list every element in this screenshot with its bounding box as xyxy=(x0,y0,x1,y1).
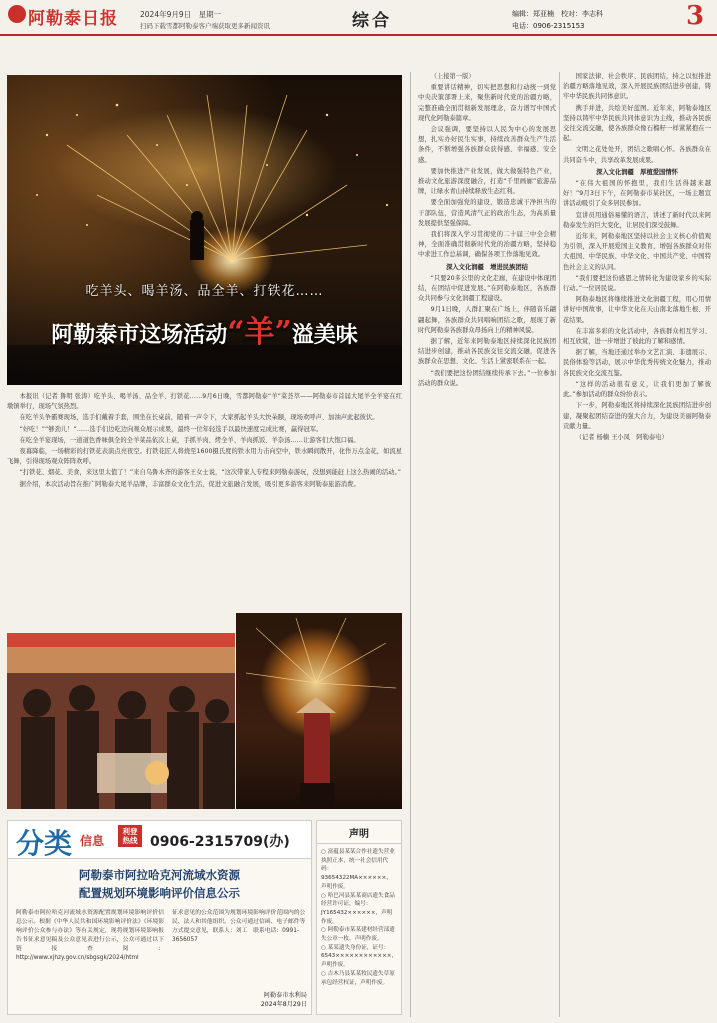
classified-ad xyxy=(7,820,312,1015)
iron-flower-photo xyxy=(236,613,402,809)
newspaper-logo-icon xyxy=(8,5,26,23)
crowd-photo xyxy=(7,633,235,809)
paragraph: （上接第一版） xyxy=(430,73,475,80)
notice-body: ○ 富蕴县某某合作社遗失营业执照正本，统一社会信用代码：93654322MA××××××，声明作废。 ○ 哈巴河县某某商店遗失食品经营许可证，编号：JY165432××××××，声明作废。 ○ 阿勒泰市某某建材经营部遗失公章一枚，声明作废。 ○ 某某遗失身份证，证号：6543××××××××××××，声明作废。 ○ 吉木乃县某某牧民遗失草原承包经营权证，声明作废。 xyxy=(321,849,398,986)
main-article-body xyxy=(7,392,402,628)
headline-part-2: 溢美味 xyxy=(291,322,358,348)
performer-illustration xyxy=(236,613,402,809)
headline xyxy=(7,307,402,351)
paragraph: 宣讲员用通俗易懂的语言，讲述了新时代以来阿勒泰发生的巨大变化，让居民们深受鼓舞。 xyxy=(563,211,711,229)
paragraph: 在丰富多彩的文化活动中，各族群众相互学习、相互欣赏，进一步增进了彼此的了解和感情。 xyxy=(563,327,711,346)
paragraph: 阿勒泰地区将继续推进文化润疆工程，用心用情讲好中国故事，让中华文化在天山南北落地生根、开花结果。 xyxy=(563,296,711,324)
paragraph: 夜幕降临，一场精彩的打铁花表演点亮夜空。打铁花匠人将烧至1600摄氏度的铁水用力击向空中，铁水瞬间散开，化作万点金花，如流星飞舞，引得现场观众阵阵欢呼。 xyxy=(7,448,402,466)
issue-date: 2024年9月9日 星期一 xyxy=(140,10,222,19)
paragraph: 重要讲话精神，切实把思想和行动统一到党中央决策部署上来，聚焦新时代党的治疆方略，完整准确全面贯彻新发展理念，奋力谱写中国式现代化阿勒泰篇章。 xyxy=(418,84,556,122)
paragraph: 会议强调，要坚持以人民为中心的发展思想，扎实办好民生实事，持续改善群众生产生活条件，不断增强各族群众获得感、幸福感、安全感。 xyxy=(418,126,556,164)
editor-credit: 编辑：郑亚楠 校对：李志科 xyxy=(512,10,603,18)
paragraph: “在伟大祖国的怀抱里，我们生活得越来越好！”9月3日下午，在阿勒泰市某社区，一场主题宣讲活动吸引了众多居民参加。 xyxy=(563,180,711,208)
column-divider xyxy=(559,72,560,1017)
classified-title: 阿勒泰市阿拉哈克河流域水资源 xyxy=(79,868,240,882)
classified-info-label: 信息 xyxy=(80,834,105,848)
paragraph: “我们要把这份团结继续传承下去。”一位参加活动的群众说。 xyxy=(418,369,556,387)
paragraph: “好吃！”“够劲儿！”……选手们边吃边向观众展示成果，最终一位年轻选手以最快速度完成比赛，赢得冠军。 xyxy=(19,425,323,433)
paragraph: 文明之花处处开，团结之歌唱心怀。各族群众在共同奋斗中，共享改革发展成果。 xyxy=(563,146,711,164)
paragraph: 9月1日晚，人群汇聚在广场上，伴随音乐翩翩起舞，各族群众共同唱响团结之歌，展现了新时代阿勒泰各族群众昂扬向上的精神风貌。 xyxy=(418,306,556,334)
paragraph: “只要20多公里的文化走廊，在建设中体现团结，在团结中促进发展。”在阿勒泰地区，各族群众共同参与文化润疆工程建设。 xyxy=(418,274,556,303)
classified-phone: 0906-2315709(办) xyxy=(150,834,290,850)
classified-signature: 阿勒泰市水利局 2024年8月29日 xyxy=(260,992,307,1008)
classified-title: 配置规划环境影响评价信息公示 xyxy=(79,886,240,900)
classified-body: 阿勒泰市阿拉哈克河流域水资源配置规划环境影响评价信息公示。根据《中华人民共和国环境影响评价法》《环境影响评价公众参与办法》等有关规定，现将规划环境影响报告书征求意见稿及公众意见表进行公示，公众可通过以下链接查阅：http://www.xjhzy.gov.cn/sbgsgk/2024/html xyxy=(16,910,164,961)
page-number: 3 xyxy=(685,1,705,31)
classified-header xyxy=(8,821,311,859)
paragraph: “这样的活动很有意义，让我们更加了解彼此。”参加活动的群众纷纷表示。 xyxy=(563,380,711,399)
middle-column-article xyxy=(418,72,556,1020)
paragraph: 要全面加强党的建设，锻造忠诚干净担当的干部队伍，营造风清气正的政治生态，为高质量发展提供坚强保障。 xyxy=(418,199,556,227)
hero-subtitle: 吃羊头、喝羊汤、品全羊、打铁花…… xyxy=(85,284,324,299)
paragraph: 我们将深入学习贯彻党的二十届三中全会精神，全面准确贯彻新时代党的治疆方略，坚持稳中求进工作总基调，确保各项工作落地见效。 xyxy=(418,231,556,259)
hotline-badge: 利登热线 xyxy=(118,825,142,847)
paragraph: “我们要把这份感恩之情转化为建设家乡的实际行动。”一位居民说。 xyxy=(563,274,711,293)
paragraph: 据了解，当地还通过举办文艺汇演、非遗展示、民俗体验等活动，展示中华优秀传统文化魅力，推动各民族文化交流互鉴。 xyxy=(563,349,711,377)
classified-label: 分类 xyxy=(16,827,73,860)
contact-phone: 电话：0906-2315153 xyxy=(512,22,585,30)
hero-photo xyxy=(7,75,402,385)
subheading: 深入文化润疆 厚植爱国情怀 xyxy=(596,168,678,176)
paragraph: “打铁花、烟花、美食，来这里太值了！”来自乌鲁木齐的游客王女士说，“这次带家人专程来阿勒泰游玩，没想到能赶上这么热闹的活动。” xyxy=(19,469,402,477)
right-column-article xyxy=(563,72,711,1020)
column-divider xyxy=(410,72,411,1017)
notice-box xyxy=(316,820,402,1015)
paragraph: 携手并进，共绘美好蓝图。近年来，阿勒泰地区坚持以铸牢中华民族共同体意识为主线，推动各民族交往交流交融，使各族群众像石榴籽一样紧紧抱在一起。 xyxy=(563,104,711,143)
masthead xyxy=(0,0,717,36)
paragraph: 本报讯（记者 鲁明 张涛）吃羊头、喝羊汤、品全羊、打铁花……9月6日晚，雪都阿勒泰“羊”菜荟萃——阿勒泰市首届大尾羊全羊宴在红墩镇举行，现场气氛热烈。 xyxy=(7,393,402,411)
section-title: 综合 xyxy=(352,11,392,31)
paragraph: （记者 杨楠 王小凤 阿勒泰电） xyxy=(575,433,668,441)
headline-emphasis: “羊” xyxy=(227,315,292,350)
classified-body: 征求意见的公众范围为规划环境影响评价范围内的公民、法人和其他组织。公众可通过信函、电子邮件等方式提交意见，联系人：刘工 联系电话：0991-3656057 xyxy=(172,910,306,943)
qr-prompt: 扫码下载雪都阿勒泰客户端获取更多新闻资讯 xyxy=(140,22,270,30)
newspaper-title: 阿勒泰日报 xyxy=(28,9,118,29)
paragraph: 近年来，阿勒泰地区坚持以社会主义核心价值观为引领，深入开展爱国主义教育，增强各族群众对伟大祖国、中华民族、中华文化、中国共产党、中国特色社会主义的认同。 xyxy=(563,233,711,271)
paragraph: 在吃羊头争霸赛现场，选手们戴着手套，围坐在长桌前，随着一声令下，大家抓起羊头大快朵颐，现场欢呼声、加油声此起彼伏。 xyxy=(19,414,379,422)
paragraph: 国家法律、社会秩序、民族团结，持之以恒推进治疆方略落地见效，深入开展民族团结进步创建，铸牢中华民族共同体意识。 xyxy=(563,73,711,101)
paragraph: 要加快推进产业发展，做大做强特色产业，推动文化旅游深度融合，打造“千里画廊”旅游品牌，让绿水青山持续释放生态红利。 xyxy=(418,167,556,196)
headline-part-1: 阿勒泰市这场活动 xyxy=(51,322,228,348)
paragraph: 据介绍，本次活动旨在推广阿勒泰大尾羊品牌，丰富群众文化生活，促进文旅融合发展，吸引更多游客来阿勒泰旅游消费。 xyxy=(19,480,360,488)
paragraph: 下一步，阿勒泰地区将持续深化民族团结进步创建，凝聚起团结奋进的强大合力，为建设美丽阿勒泰贡献力量。 xyxy=(563,402,711,430)
subheading: 深入文化润疆 增进民族团结 xyxy=(446,263,528,271)
paragraph: 据了解，近年来阿勒泰地区持续深化民族团结进步创建，推动各民族交往交流交融，促进各族群众在思想、文化、生活上紧密联系在一起。 xyxy=(418,338,556,366)
paragraph: 在吃全羊宴现场，一道道色香味俱全的全羊菜品依次上桌，手抓羊肉、烤全羊、羊肉抓饭、羊杂汤……让游客们大饱口福。 xyxy=(19,436,360,444)
crowd-illustration xyxy=(7,633,235,809)
notice-title: 声明 xyxy=(317,821,401,844)
